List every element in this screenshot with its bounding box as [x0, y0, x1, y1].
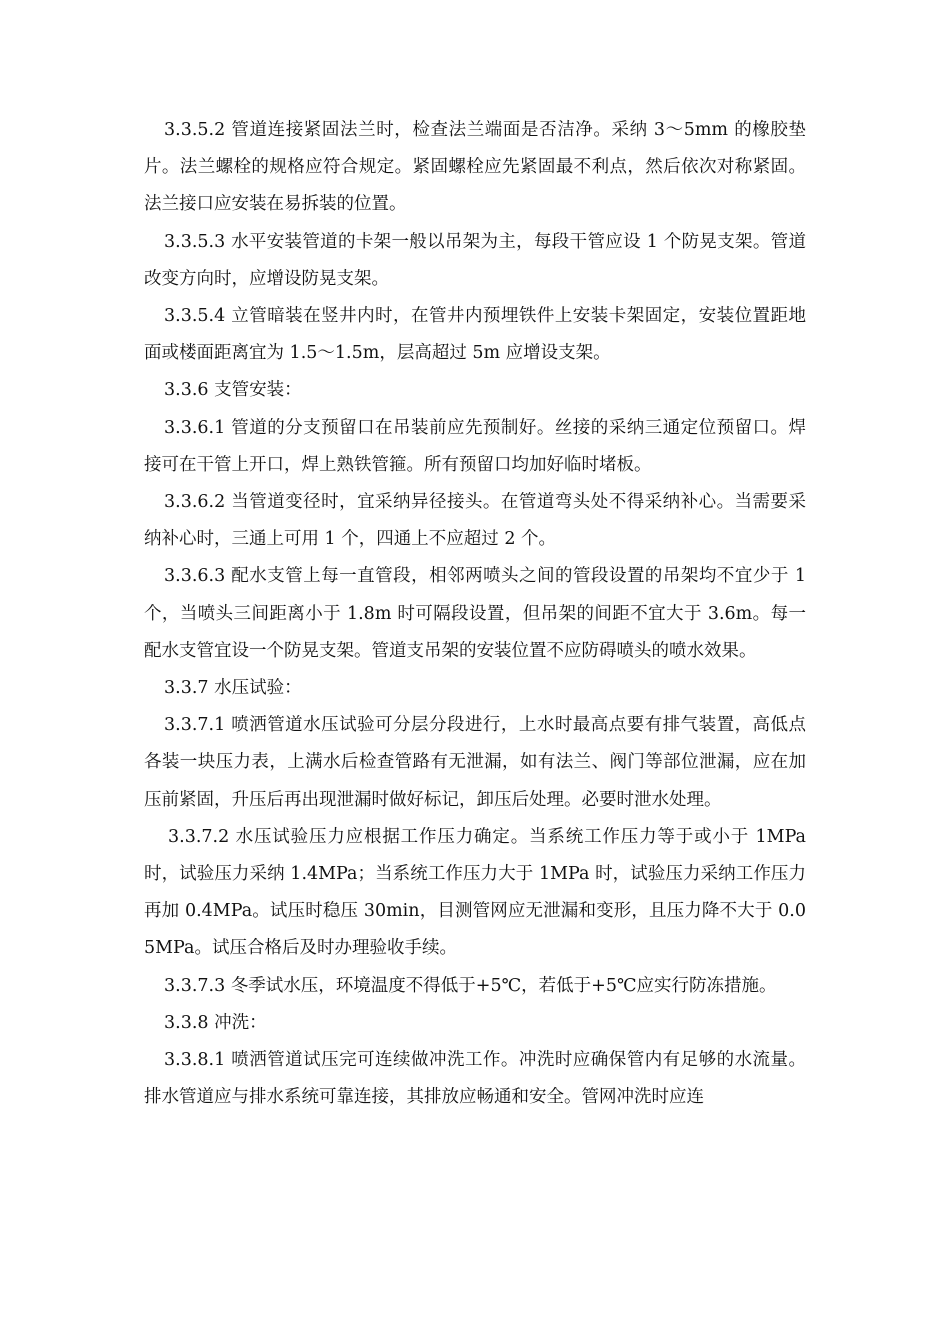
- section-heading-3-3-8: 3.3.8 冲洗：: [164, 1012, 267, 1033]
- section-heading-3-3-7: 3.3.7 水压试验：: [164, 678, 302, 699]
- paragraph-3-3-6-2: 3.3.6.2 当管道变径时，宜采纳异径接头。在管道弯头处不得采纳补心。当需要采纳补心时，三通上可用 1 个，四通上不应超过 2 个。: [144, 492, 806, 550]
- paragraph-3-3-6-3: 3.3.6.3 配水支管上每一直管段，相邻两喷头之间的管段设置的吊架均不宜少于 1 个，当喷头三间距离小于 1.8m 时可隔段设置，但吊架的间距不宜大于 3.6m。每一配水支管宜设一个防晃支架。管道支吊架的安装位置不应防碍喷头的喷水效果。: [144, 566, 806, 661]
- paragraph-3-3-5-4: 3.3.5.4 立管暗装在竖井内时，在管井内预埋铁件上安装卡架固定，安装位置距地面或楼面距离宜为 1.5～1.5m，层高超过 5m 应增设支架。: [144, 306, 806, 364]
- paragraph-3-3-5-3: 3.3.5.3 水平安装管道的卡架一般以吊架为主，每段干管应设 1 个防晃支架。管道改变方向时，应增设防晃支架。: [144, 231, 806, 289]
- section-heading-3-3-6: 3.3.6 支管安装：: [164, 380, 302, 401]
- paragraph-3-3-7-3: 3.3.7.3 冬季试水压，环境温度不得低于+5℃，若低于+5℃应实行防冻措施。: [164, 975, 777, 996]
- paragraph-3-3-8-1: 3.3.8.1 喷洒管道试压完可连续做冲洗工作。冲洗时应确保管内有足够的水流量。排水管道应与排水系统可靠连接，其排放应畅通和安全。管网冲洗时应连: [144, 1050, 806, 1108]
- paragraph-3-3-5-2: 3.3.5.2 管道连接紧固法兰时，检查法兰端面是否洁净。采纳 3～5mm 的橡胶垫片。法兰螺栓的规格应符合规定。紧固螺栓应先紧固最不利点，然后依次对称紧固。法兰接口应安装在易拆装的位置。: [144, 120, 806, 215]
- paragraph-3-3-7-1: 3.3.7.1 喷洒管道水压试验可分层分段进行，上水时最高点要有排气装置，高低点各装一块压力表，上满水后检查管路有无泄漏，如有法兰、阀门等部位泄漏，应在加压前紧固，升压后再出现泄漏时做好标记，卸压后处理。必要时泄水处理。: [144, 715, 806, 810]
- paragraph-3-3-6-1: 3.3.6.1 管道的分支预留口在吊装前应先预制好。丝接的采纳三通定位预留口。焊接可在干管上开口，焊上熟铁管箍。所有预留口均加好临时堵板。: [144, 417, 806, 475]
- document-body: [144, 112, 806, 1116]
- paragraph-3-3-7-2: 3.3.7.2 水压试验压力应根据工作压力确定。当系统工作压力等于或小于 1MPa 时，试验压力采纳 1.4MPa；当系统工作压力大于 1MPa 时，试验压力采纳工作压力再加 0.4MPa。试压时稳压 30min，目测管网应无泄漏和变形，且压力降不大于 0.05MPa。试压合格后及时办理验收手续。: [144, 826, 806, 959]
